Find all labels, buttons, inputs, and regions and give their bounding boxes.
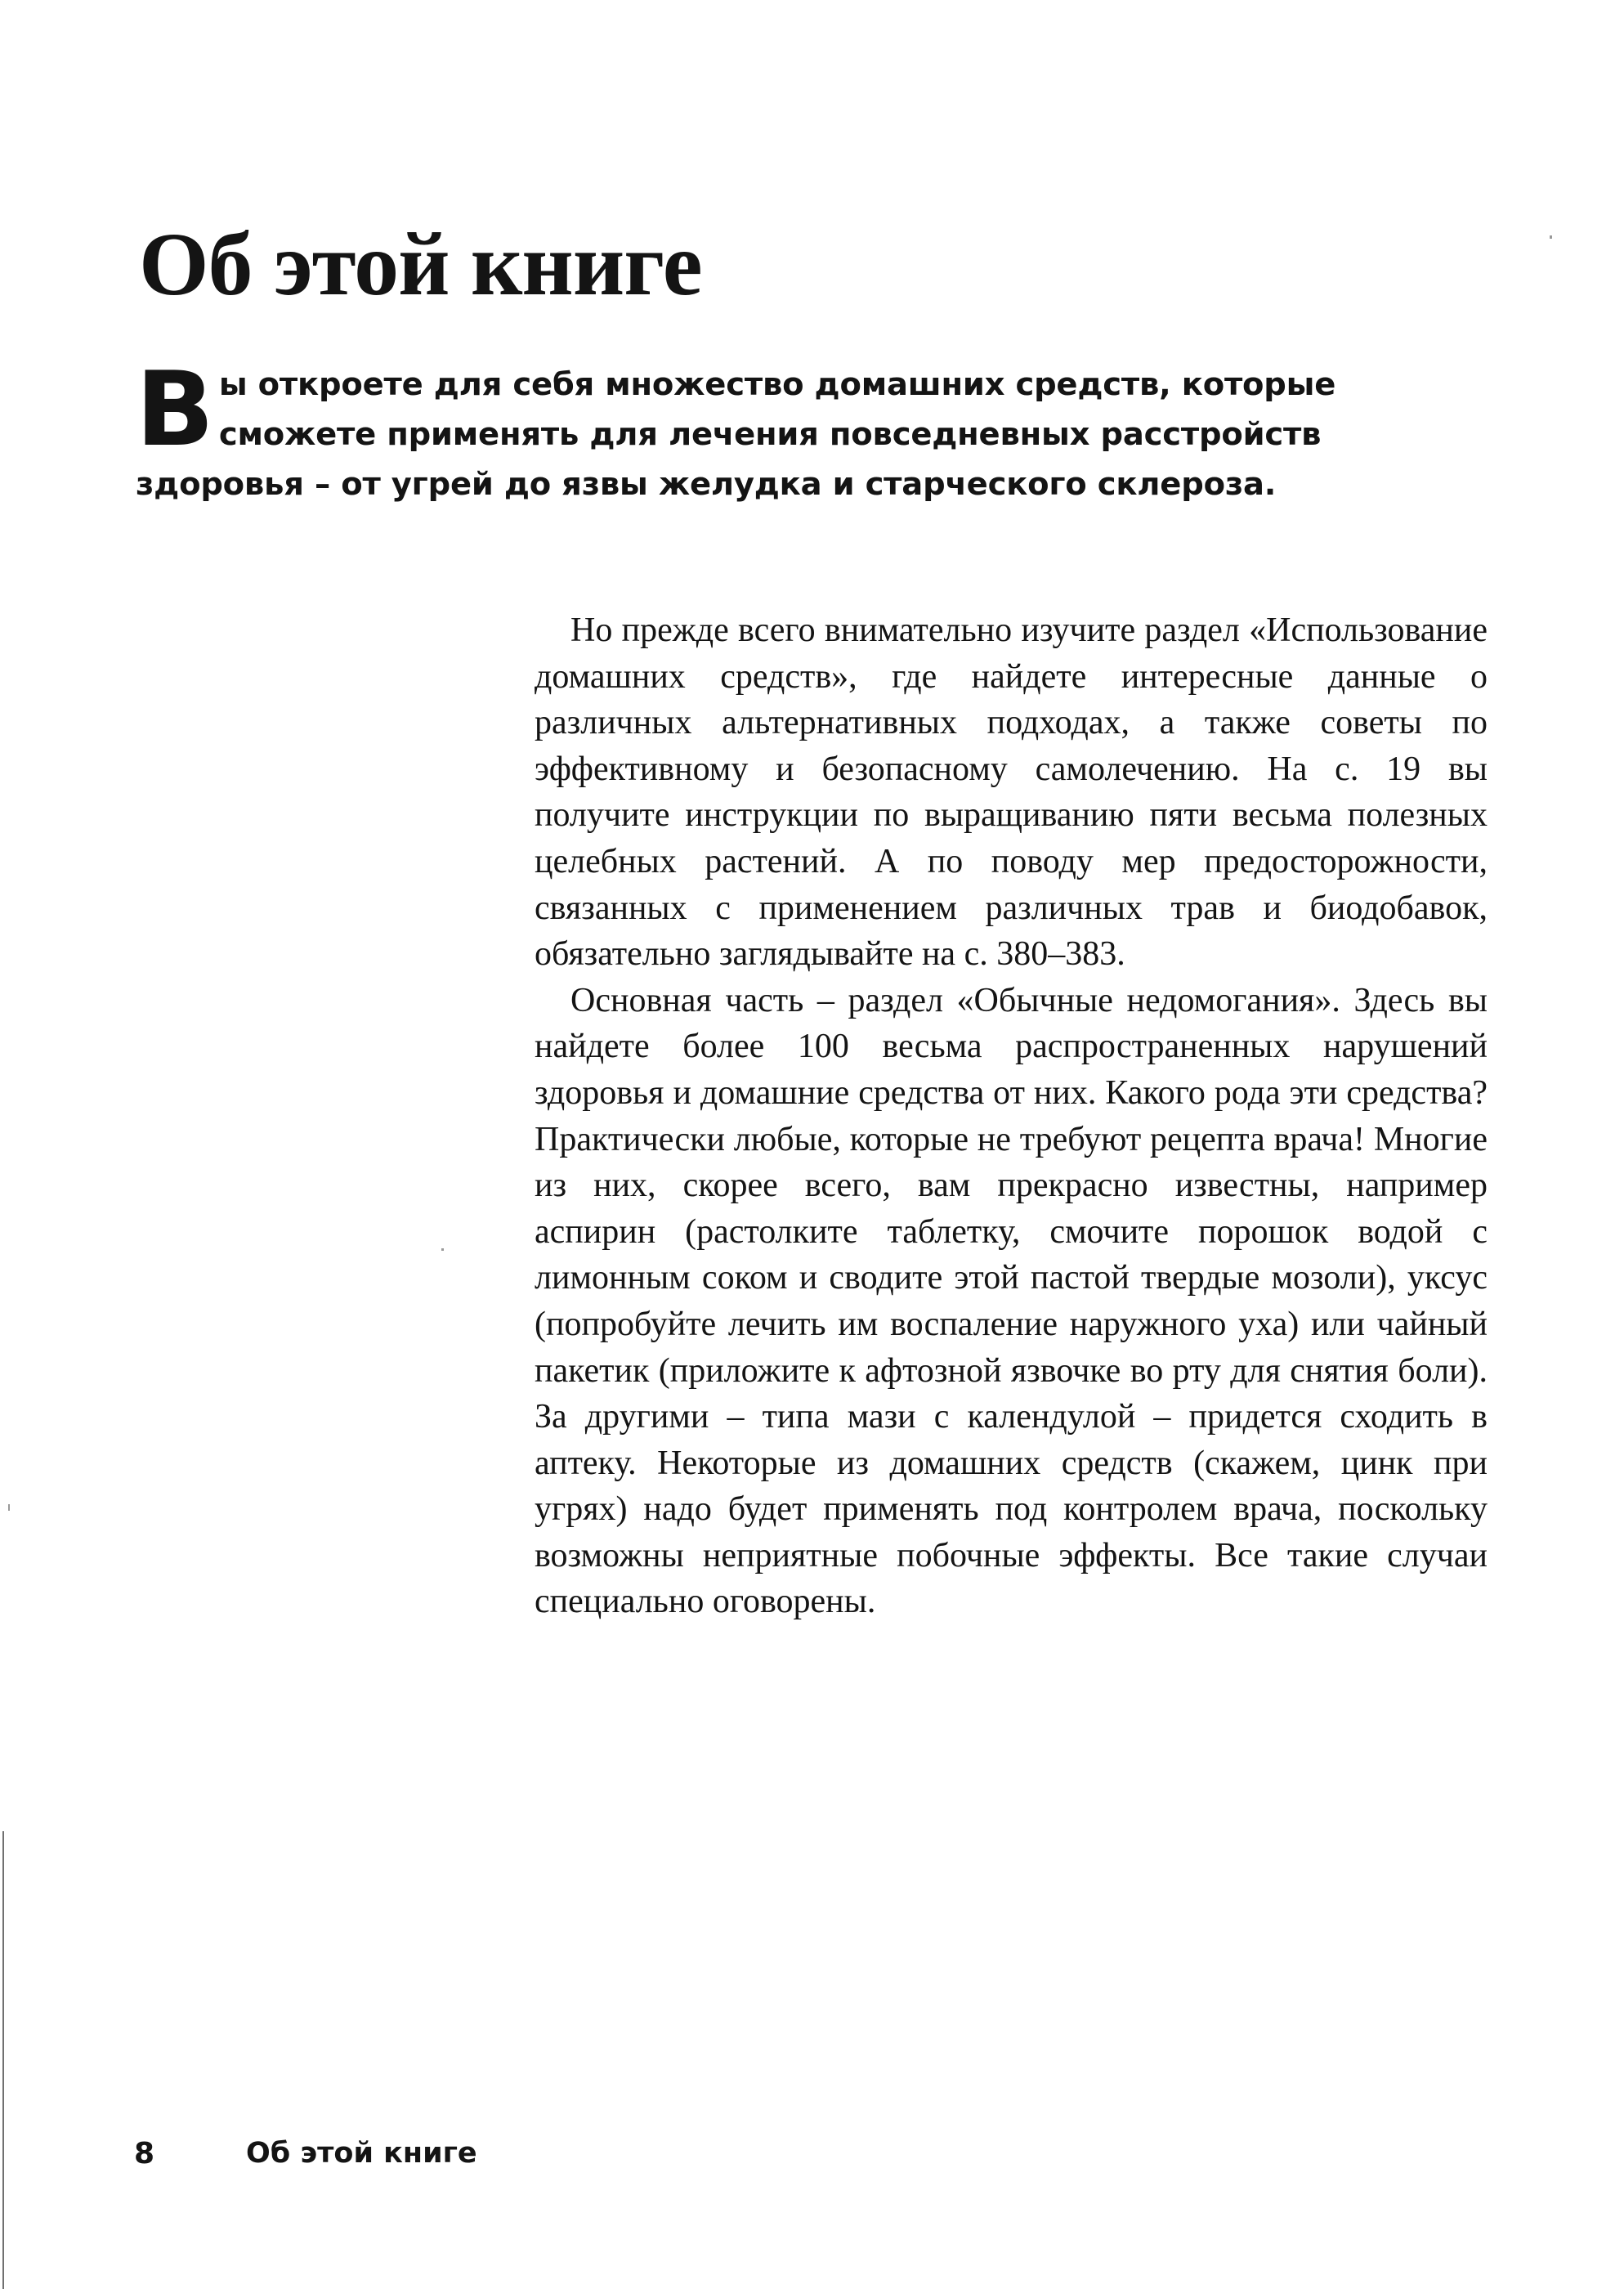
- scan-speck: [441, 1248, 444, 1251]
- footer-page-number: 8: [134, 2137, 155, 2170]
- scan-speck: [1550, 235, 1552, 239]
- page-title: Об этой книге: [139, 214, 702, 314]
- body-text-column: [535, 607, 1488, 1625]
- footer-running-title: Об этой книге: [246, 2137, 477, 2170]
- body-paragraph: Основная часть – раздел «Обычные недомогания». Здесь вы найдете более 100 весьма распространенных нарушений здоровья и домашние средства от них. Какого рода эти средства? Практически любые, которые не требуют рецепта врача! Многие из них, скорее всего, вам прекрасно известны, например аспирин (растолките таблетку, смочите порошок водой с лимонным соком и сводите этой пастой твердые мозоли), уксус (попробуйте лечить им воспаление наружного уха) или чайный пакетик (приложите к афтозной язвочке во рту для снятия боли). За другими – типа мази с календулой – придется сходить в аптеку. Некоторые из домашних средств (скажем, цинк при угрях) надо будет применять под контролем врача, поскольку возможны неприятные побочные эффекты. Все такие случаи специально оговорены.: [535, 981, 1488, 1621]
- scan-edge-mark: [2, 1831, 4, 2289]
- intro-dropcap: В: [136, 349, 214, 469]
- intro-lead: [136, 349, 1411, 509]
- body-paragraph: Но прежде всего внимательно изучите раздел «Использование домашних средств», где найдете интересные данные о различных альтернативных подходах, а также советы по эффективному и безопасному самолечению. На с. 19 вы получите инструкции по выращиванию пяти весьма полезных целебных растений. А по поводу мер предосторожности, связанных с применением различных трав и биодобавок, обязательно заглядывайте на с. 380–383.: [535, 611, 1488, 974]
- intro-text: ы откроете для себя множество домашних средств, которые сможете применять для лечения повседневных расстройств здоровья – от угрей до язвы желудка и старческого склероза.: [136, 366, 1336, 503]
- scan-edge-mark: [8, 1504, 10, 1511]
